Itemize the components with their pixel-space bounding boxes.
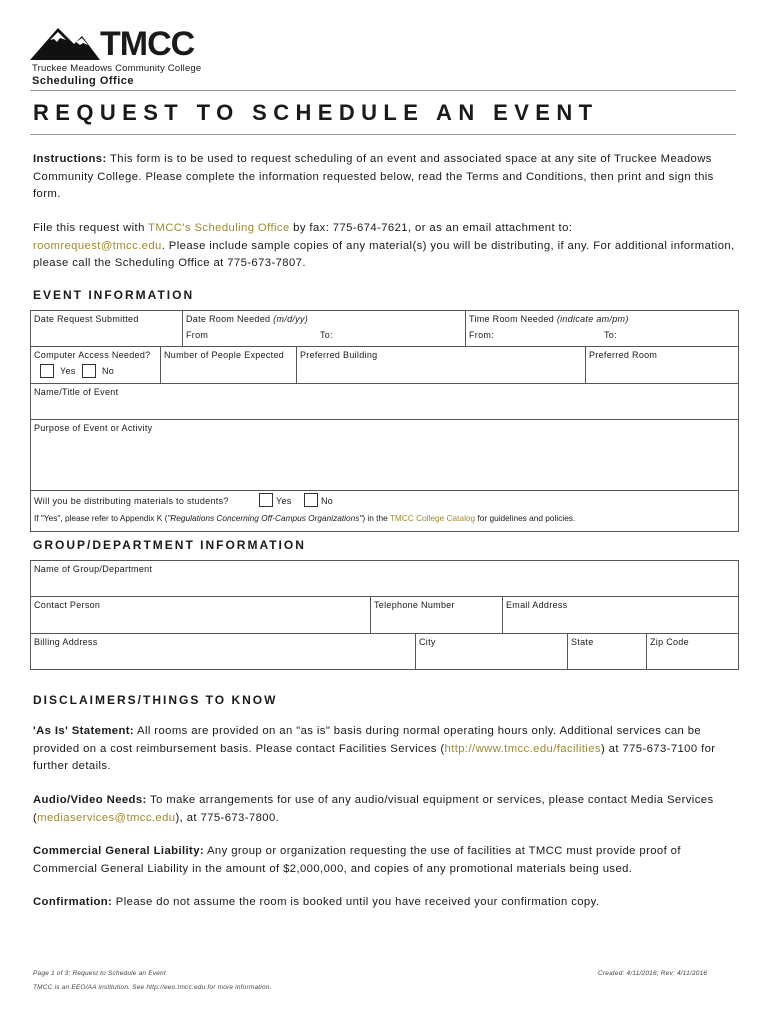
pref-room-field[interactable]: Preferred Room [589, 350, 658, 360]
office-name: Scheduling Office [32, 75, 135, 87]
group-info-heading: GROUP/DEPARTMENT INFORMATION [33, 538, 306, 552]
divider [182, 310, 183, 346]
note-prefix: If "Yes", please refer to Appendix K ( [34, 513, 168, 523]
as-is-label: 'As Is' Statement: [33, 725, 135, 737]
date-format-hint: (m/d/yy) [273, 314, 309, 324]
header-rule [30, 90, 736, 91]
liability-paragraph [33, 843, 738, 878]
city-field[interactable]: City [419, 637, 436, 647]
page-title: REQUEST TO SCHEDULE AN EVENT [33, 100, 599, 125]
time-hint: (indicate am/pm) [556, 314, 629, 324]
filing-prefix: File this request with [33, 222, 149, 234]
av-paragraph [33, 792, 738, 827]
computer-no-checkbox[interactable] [82, 364, 96, 378]
liability-label: Commercial General Liability: [33, 845, 205, 857]
instructions-text: This form is to be used to request scheduling of an event and associated space at any site of Truckee Meadows Community College. Please complete the information requested below, read the Terms and Conditions, then print and sign this form. [33, 153, 714, 200]
av-label: Audio/Video Needs: [33, 794, 147, 806]
num-people-field[interactable]: Number of People Expected [164, 350, 285, 360]
divider [296, 346, 297, 383]
college-name: Truckee Meadows Community College [32, 63, 202, 74]
divider [30, 346, 739, 347]
scheduling-office-link[interactable]: TMCC's Scheduling Office [148, 222, 290, 234]
as-is-paragraph [33, 723, 738, 776]
facilities-link[interactable]: http://www.tmcc.edu/facilities [444, 742, 601, 755]
date-to-field[interactable]: To: [320, 330, 333, 340]
event-info-heading: EVENT INFORMATION [33, 288, 195, 302]
email-field[interactable]: Email Address [506, 600, 568, 610]
divider [415, 633, 416, 670]
appendix-note [34, 513, 575, 523]
instructions-paragraph [33, 151, 738, 204]
instructions-label: Instructions: [33, 153, 107, 165]
note-suffix: for guidelines and policies. [475, 513, 576, 523]
mediaservices-email-link[interactable]: mediaservices@tmcc.edu [37, 811, 176, 824]
confirmation-label: Confirmation: [33, 896, 113, 908]
group-name-field[interactable]: Name of Group/Department [34, 564, 153, 574]
divider [30, 490, 739, 491]
computer-yes-label: Yes [60, 366, 76, 376]
liability-text: Any group or organization requesting the use of facilities at TMCC must provide proof of Commercial General Liability in the amount of $2,000,000, and copies of any promotional materials being used. [33, 845, 681, 875]
footer-created: Created: 4/11/2016; Rev: 4/11/2016 [598, 970, 708, 977]
filing-mid: by fax: 775-674-7621, or as an email attachment to: [289, 222, 573, 234]
divider [646, 633, 647, 670]
tmcc-mountain-logo [30, 26, 100, 62]
date-needed-label [186, 314, 308, 324]
telephone-field[interactable]: Telephone Number [374, 600, 455, 610]
footer-page-info: Page 1 of 3; Request to Schedule an Event [33, 970, 166, 977]
note-italic: "Regulations Concerning Off-Campus Organizations" [167, 513, 363, 523]
as-is-text: All rooms are provided on an "as is" basis during normal operating hours only. Additional services can be provided on a cost reimbursement basis. Please contact Facilities Services ( [33, 725, 702, 755]
confirmation-paragraph [33, 894, 738, 912]
av-text: To make arrangements for use of any audio/visual equipment or services, please contact Media Services ( [33, 794, 714, 824]
filing-paragraph [33, 220, 738, 273]
date-needed-text: Date Room Needed [186, 314, 271, 324]
filing-suffix: . Please include sample copies of any material(s) you will be distributing, if any. For additional information, please call the Scheduling Office at 775-673-7807. [33, 239, 735, 269]
divider [30, 383, 739, 384]
state-field[interactable]: State [571, 637, 594, 647]
divider [465, 310, 466, 346]
computer-access-label: Computer Access Needed? [34, 350, 151, 360]
date-submitted-field[interactable]: Date Request Submitted [34, 314, 139, 324]
college-catalog-link[interactable]: TMCC College Catalog [389, 513, 476, 523]
time-to-field[interactable]: To: [604, 330, 617, 340]
roomrequest-email-link[interactable]: roomrequest@tmcc.edu [33, 239, 162, 252]
as-is-text-end: ) at 775-673-7100 for further details. [33, 742, 716, 772]
divider [370, 596, 371, 633]
disclaimers-heading: DISCLAIMERS/THINGS TO KNOW [33, 693, 278, 707]
divider [502, 596, 503, 633]
computer-no-label: No [102, 366, 115, 376]
divider [160, 346, 161, 383]
distribute-yes-label: Yes [276, 496, 292, 506]
footer-eeo: TMCC is an EEO/AA institution. See http://eeo.tmcc.edu for more information. [33, 984, 272, 991]
billing-address-field[interactable]: Billing Address [34, 637, 98, 647]
event-purpose-field[interactable]: Purpose of Event or Activity [34, 423, 153, 433]
divider [567, 633, 568, 670]
distributing-label: Will you be distributing materials to students? [34, 496, 229, 506]
zip-field[interactable]: Zip Code [650, 637, 689, 647]
date-from-field[interactable]: From [186, 330, 209, 340]
divider [585, 346, 586, 383]
distribute-yes-checkbox[interactable] [259, 493, 273, 507]
contact-person-field[interactable]: Contact Person [34, 600, 101, 610]
title-rule [30, 134, 736, 135]
distribute-no-label: No [321, 496, 334, 506]
av-text-end: ), at 775-673-7800. [175, 811, 280, 824]
divider [30, 419, 739, 420]
group-info-table [30, 560, 739, 670]
distribute-no-checkbox[interactable] [304, 493, 318, 507]
divider [30, 633, 739, 634]
confirmation-text: Please do not assume the room is booked until you have received your confirmation copy. [112, 896, 600, 908]
event-name-field[interactable]: Name/Title of Event [34, 387, 119, 397]
computer-yes-checkbox[interactable] [40, 364, 54, 378]
time-needed-label [469, 314, 629, 324]
pref-building-field[interactable]: Preferred Building [300, 350, 378, 360]
logo-wordmark: TMCC [100, 25, 195, 63]
note-mid: ) in the [362, 513, 390, 523]
time-needed-text: Time Room Needed [469, 314, 554, 324]
time-from-field[interactable]: From: [469, 330, 494, 340]
divider [30, 596, 739, 597]
